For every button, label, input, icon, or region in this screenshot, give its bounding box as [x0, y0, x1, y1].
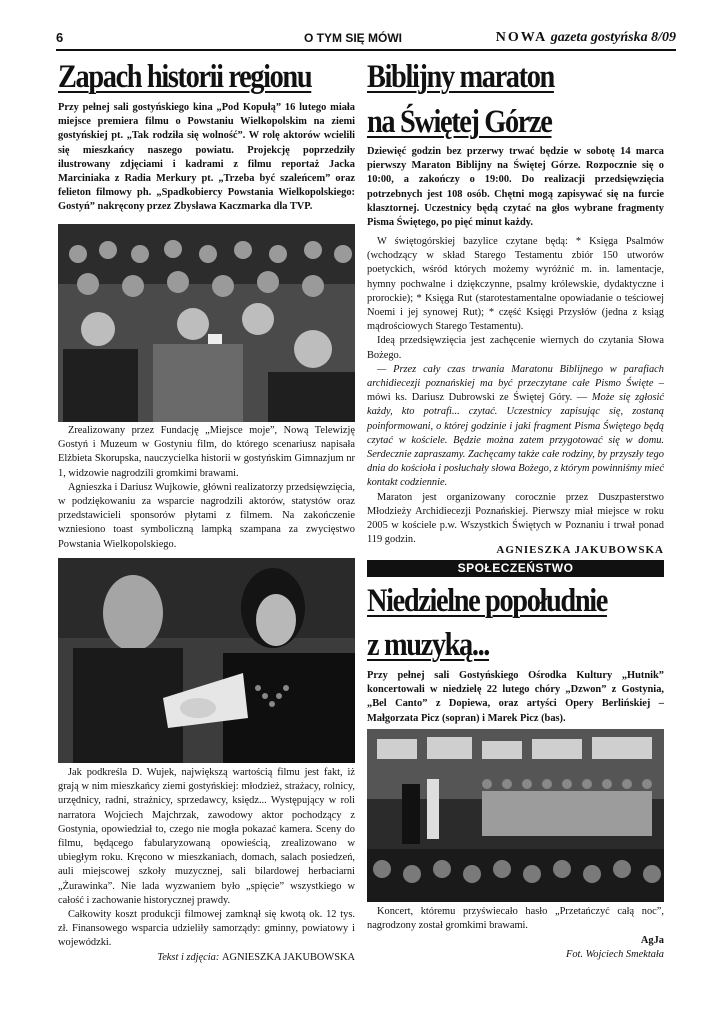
article1-body-b — [58, 766, 355, 951]
quote-italic: Może się zgłosić każdy, kto potrafi... czytać. Uczestnicy zapisując się, zostaną poinformowani, o której godzinie i jaki fragment Pisma Świętego będą czytać w kościele. Będzie można zatem przygotować się w domu. Serdecznie zapraszamy. Zachęcamy także całe rodziny, by przyszły tego dnia do kościoła i posłuchały słowa Bożego, z którym powinniśmy mieć kontakt codziennie. — [367, 392, 664, 489]
article2-paragraph: W świętogórskiej bazylice czytane będą: * Księga Psalmów (wchodzący w skład Starego Testamentu zbiór 150 utworów poetyckich, wśród których możemy wyróżnić m. in. lamentacje, hymny pochwalne i dziękczynne, psalmy królewskie, dydaktyczne i prorockie); * Księga Rut (starotestamentalne opowiadanie o teściowej Noemi i jej synowej Rut); * część Księgi Przysłów (jedna z ksiąg mądrościowych Starego Testamentu). — [367, 236, 664, 333]
article2-paragraph: Ideą przedsięwzięcia jest zachęcenie wiernych do czytania Słowa Bożego. — [367, 335, 664, 361]
newspaper-brand — [496, 30, 676, 46]
quote-attribution: – mówi ks. Dariusz Dubrowski ze Świętej Góry. — — [367, 378, 664, 404]
credit-author: AGNIESZKA JAKUBOWSKA — [221, 952, 355, 963]
page-header — [56, 30, 676, 46]
award-ceremony-photo — [58, 558, 355, 763]
article2-title-line1: Biblijny maraton — [367, 59, 554, 95]
article3-author: AgJa — [640, 935, 664, 946]
brand-rest: gazeta gostyńska 8/09 — [547, 30, 676, 45]
brand-nowa: NOWA — [495, 30, 548, 45]
quote-italic: — Przez cały czas trwania Maratonu Biblijnego w parafiach archidiecezji poznańskiej ma być przeczytane całe Pismo Święte — [367, 363, 664, 390]
article2-title-line2: na Świętej Górze — [367, 104, 552, 140]
page-number: 6 — [56, 30, 64, 45]
article1-title: Zapach historii regionu — [58, 59, 312, 95]
article2-paragraph: Maraton jest organizowany corocznie przez Duszpasterstwo Młodzieży Archidiecezji Poznańskiej. Pierwszy miał miejsce w roku 2005 w kościele p.w. Wszystkich Świętych w Poznaniu i trwał ponad 119 godzin. — [367, 491, 664, 546]
article1-paragraph: Całkowity koszt produkcji filmowej zamknął się kwotą ok. 12 tys. zł. Finansowego wsparcia udzieliły samorządy: gminny, powiatowy i wojewódzki. — [58, 909, 355, 949]
article3-title-line1: Niedzielne popołudnie — [367, 583, 607, 619]
credit-prefix: Tekst i zdjęcia: — [157, 952, 222, 963]
article2-lead: Dziewięć godzin bez przerwy trwać będzie w sobotę 14 marca pierwszy Maraton Biblijny na Świętej Górze. Rozpocznie się o 10:00, a zakończy o 19:00. Do realizacji przedsięwzięcia potrzebnych jest 108 osób. Chętni mogą zapisywać się na furcie klasztornej. Uczestnicy będą czytać na głos wybrane fragmenty Pisma Świętego, po pięć minut każdy. — [367, 146, 664, 229]
section-kicker: SPOŁECZEŃSTWO — [367, 560, 664, 577]
article3-lead: Przy pełnej sali Gostyńskiego Ośrodka Kultury „Hutnik” koncertowali w niedzielę 22 lutego chóry „Dzwon” z Gostynia, „Bel Canto” z Dopiewa, oraz artyści Opery Berlińskiej – Małgorzata Picz (sopran) i Marek Picz (bas). — [367, 670, 664, 724]
concert-photo — [367, 729, 664, 902]
article1-paragraph: Jak podkreśla D. Wujek, największą wartością filmu jest fakt, iż grają w nim mieszkańcy ziemi gostyńskiej: młodzież, strażacy, rolnicy, urzędnicy, radni, strażnicy, sprzedawcy, księdz... Występujący w roli narratora Wojciech Majchrzak, zawodowy aktor pochodzący z Gostynia, opowiedział to, czego nie mogła pokazać kamera. Sceny do filmu, będącego fabularyzowaną opowieścią, zrealizowano w ubiegłym roku. Kręcono w mieszkaniach, domach, salach posiedzeń, auli miejscowej szkoły muzycznej, sali bilardowej herbaciarni „Żurawinka”. Nie lada wyzwaniem było „spięcie” wszystkiego w całość i zachowanie historycznej prawdy. — [58, 767, 355, 906]
article3-caption-text: Koncert, któremu przyświecało hasło „Przetańczyć całą noc”, nagrodzony został gromkimi brawami. — [367, 906, 664, 932]
article3-caption — [367, 905, 664, 933]
cinema-audience-photo — [58, 224, 355, 422]
article1-credit — [58, 952, 355, 963]
article3-photo-credit: Fot. Wojciech Smektała — [565, 949, 664, 960]
header-rule — [56, 49, 676, 51]
section-label: O TYM SIĘ MÓWI — [304, 31, 402, 45]
article1-paragraph: Zrealizowany przez Fundację „Miejsce moje”, Nową Telewizję Gostyń i Muzeum w Gostyniu film, do którego scenariusz napisała Elżbieta Skorupska, nauczycielka historii w gostyńskim Gimnazjum nr 1, widzowie nagrodzili gromkimi brawami. — [58, 425, 355, 479]
article1-paragraph: Agnieszka i Dariusz Wujkowie, główni realizatorzy przedsięwzięcia, w podziękowaniu za wsparcie nagrodzili aktorów, statystów oraz przedstawicieli sponsorów płytami z filmem. Na zakończenie wzniesiono toast symboliczną lampką szampana za zwycięstwo Powstania Wielkopolskiego. — [58, 481, 355, 550]
article2-body — [367, 235, 664, 547]
article1-lead: Przy pełnej sali gostyńskiego kina „Pod Kopułą” 16 lutego miała miejsce premiera filmu o Powstaniu Wielkopolskim na ziemi gostyńskiej pt. „Tak rodziła się wolność”. W rolę aktorów wcielili się mieszkańcy naszego powiatu. Projekcję poprzedziły ilustrowany zdjęciami i kadrami z filmu reportaż Jacka Marciniaka z Radia Merkury pt. „Trzeba być szaleńcem” oraz felieton filmowy ph. „Spadkobiercy Powstania Wielkopolskiego: Gostyń” nakręcony przez Zbysława Kaczmarka dla TVP. — [58, 102, 355, 213]
article1-body-a — [58, 424, 355, 552]
article3-title-line2: z muzyką... — [367, 627, 490, 663]
article2-quote — [367, 363, 664, 491]
article2-author: AGNIESZKA JAKUBOWSKA — [496, 544, 664, 556]
